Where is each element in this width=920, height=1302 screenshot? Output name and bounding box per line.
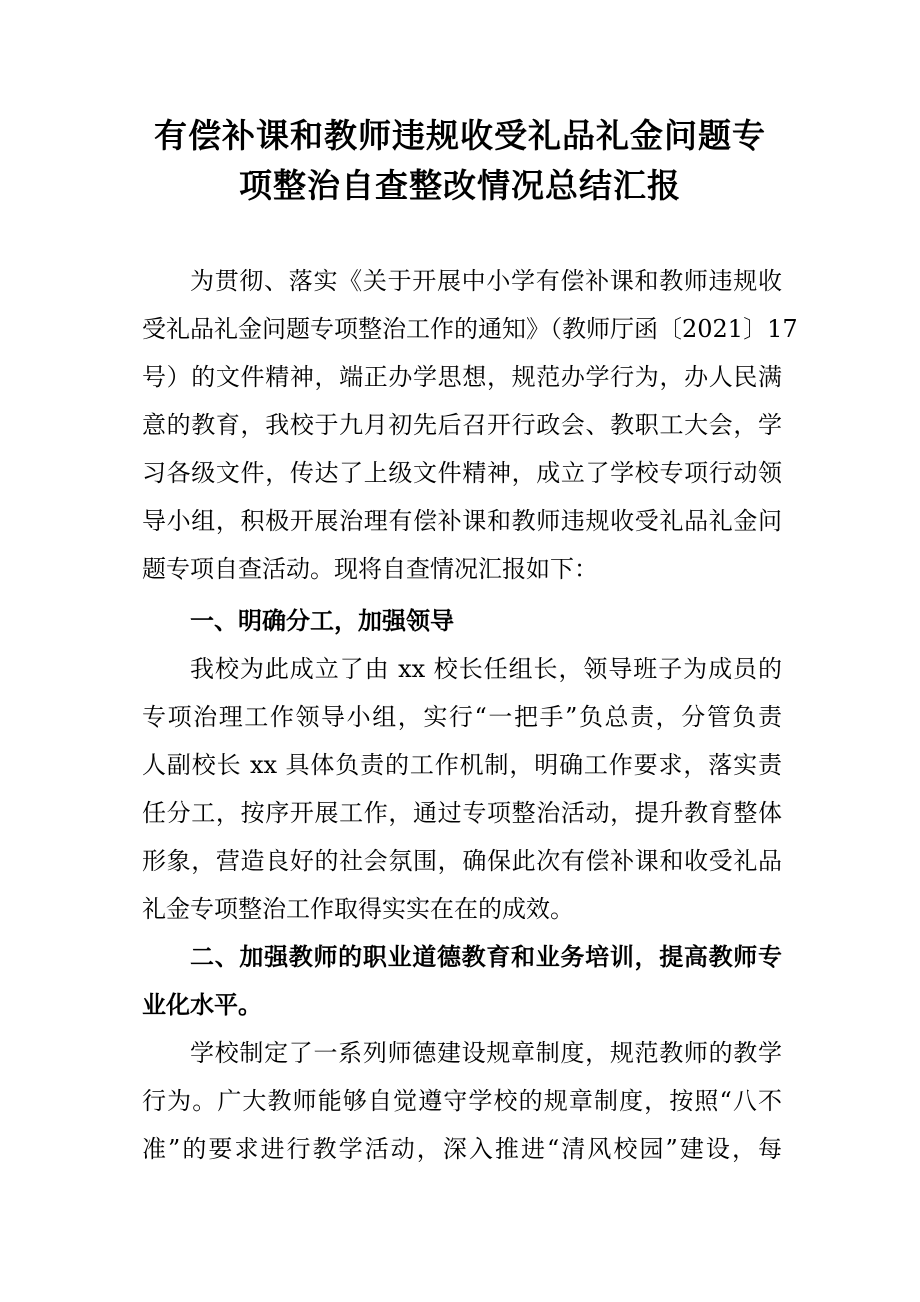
body-line: 受礼品礼金问题专项整治工作的通知》（教师厅函〔2021〕17 (142, 315, 798, 343)
body-line: 形象，营造良好的社会氛围，确保此次有偿补课和收受礼品 (142, 847, 782, 875)
body-line: 号）的文件精神，端正办学思想，规范办学行为，办人民满 (142, 363, 782, 391)
section-heading-1: 一、明确分工，加强领导 (190, 607, 454, 635)
body-line: 导小组，积极开展治理有偿补课和教师违规收受礼品礼金问 (142, 507, 782, 535)
body-line: 我校为此成立了由 xx 校长任组长，领导班子为成员的 (190, 655, 782, 683)
section-heading-2-continued: 业化水平。 (142, 991, 262, 1019)
body-line: 任分工，按序开展工作，通过专项整治活动，提升教育整体 (142, 799, 782, 827)
body-line: 意的教育，我校于九月初先后召开行政会、教职工大会，学 (142, 411, 782, 439)
body-line: 习各级文件，传达了上级文件精神，成立了学校专项行动领 (142, 459, 782, 487)
body-line: 人副校长 xx 具体负责的工作机制，明确工作要求，落实责 (142, 751, 782, 779)
body-line: 为贯彻、落实《关于开展中小学有偿补课和教师违规收 (190, 267, 782, 295)
body-line: 礼金专项整治工作取得实实在在的成效。 (142, 895, 574, 923)
document-title-line-2: 项整治自查整改情况总结汇报 (239, 166, 681, 205)
section-heading-2: 二、加强教师的职业道德教育和业务培训，提高教师专 (190, 943, 782, 971)
body-line: 专项治理工作领导小组，实行“一把手”负总责，分管负责 (142, 703, 782, 731)
body-line: 题专项自查活动。现将自查情况汇报如下： (142, 555, 598, 583)
body-line: 准”的要求进行教学活动，深入推进“清风校园”建设，每 (142, 1135, 782, 1163)
body-line: 学校制定了一系列师德建设规章制度，规范教师的教学 (190, 1039, 782, 1067)
body-line: 行为。广大教师能够自觉遵守学校的规章制度，按照“八不 (142, 1087, 782, 1115)
document-title-line-1: 有偿补课和教师违规收受礼品礼金问题专 (154, 116, 766, 155)
